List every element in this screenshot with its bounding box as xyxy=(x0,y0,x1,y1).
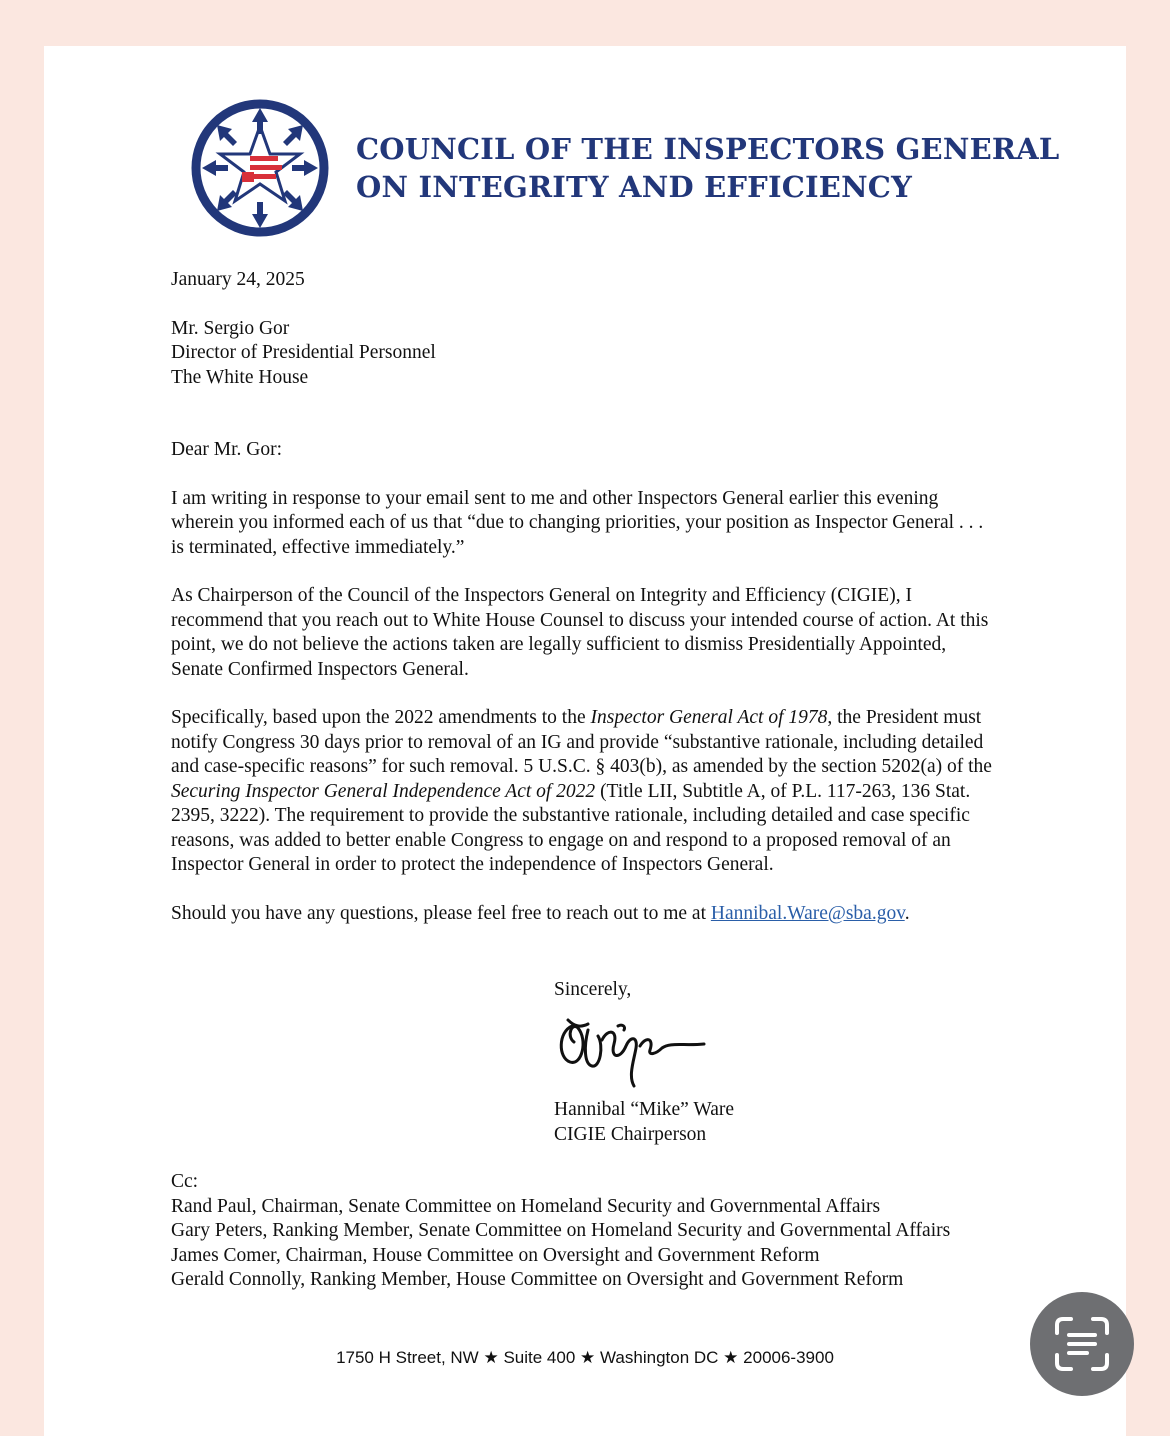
paragraph-1: I am writing in response to your email sent to me and other Inspectors General earlier this evening wherein you informed each of us that “due to changing priorities, your position as Inspector General . . . is terminated, effective immediately.” xyxy=(171,487,984,558)
letter-date: January 24, 2025 xyxy=(171,269,305,290)
signature-image xyxy=(554,1006,714,1096)
cigie-star-seal-icon xyxy=(190,96,330,240)
email-link[interactable]: Hannibal.Ware@sba.gov xyxy=(710,902,905,924)
footer-address xyxy=(44,1348,1126,1368)
recipient-title: Director of Presidential Personnel xyxy=(171,342,436,363)
footer-zip: 20006-3900 xyxy=(743,1348,834,1367)
recipient-name: Mr. Sergio Gor xyxy=(171,317,290,339)
act-title-1978: Inspector General Act of 1978 xyxy=(590,707,828,728)
cc-block xyxy=(171,1170,1001,1293)
org-name-line2: ON INTEGRITY AND EFFICIENCY xyxy=(356,170,912,204)
footer-city: Washington DC xyxy=(600,1348,719,1367)
star-icon: ★ xyxy=(483,1348,499,1367)
paragraph-3 xyxy=(171,706,1001,878)
letter-body xyxy=(171,268,1001,926)
footer-street: 1750 H Street, NW xyxy=(336,1348,479,1367)
para4-suffix: . xyxy=(904,902,910,924)
paragraph-2: As Chairperson of the Council of the Inspectors General on Integrity and Efficiency (CIGIE), I recommend that you reach out to White House Counsel to discuss your intended course of action. At this point, we do not believe the actions taken are legally sufficient to dismiss Presidentially Appointed, Senate Confirmed Inspectors General. xyxy=(171,585,989,680)
text-scan-button[interactable] xyxy=(1030,1292,1134,1396)
text-scan-icon xyxy=(1051,1313,1113,1375)
para3-text-e: (Title LII, Subtitle A, of P.L. 117-263, 136 Stat. 2395, 3222). The requirement to provide the substantive rationale, including detailed and case specific reasons, was added to better enable Congress to engage on and respond to a proposed removal of an Inspector General in order to protect the independence of Inspectors General. xyxy=(171,780,971,875)
recipient-org: The White House xyxy=(171,366,309,388)
salutation: Dear Mr. Gor: xyxy=(171,439,283,460)
star-icon: ★ xyxy=(580,1348,596,1367)
signer-block xyxy=(554,1098,734,1147)
cc-item: Gary Peters, Ranking Member, Senate Committee on Homeland Security and Governmental Affairs xyxy=(171,1220,951,1241)
cc-item: Gerald Connolly, Ranking Member, House Committee on Oversight and Government Reform xyxy=(171,1269,904,1290)
closing: Sincerely, xyxy=(554,979,632,1000)
recipient-block xyxy=(171,317,1001,391)
paragraph-4 xyxy=(171,902,1001,927)
star-icon: ★ xyxy=(723,1348,739,1367)
letter-page xyxy=(44,46,1126,1436)
signer-name: Hannibal “Mike” Ware xyxy=(554,1099,734,1120)
footer-suite: Suite 400 xyxy=(503,1348,576,1367)
organization-name xyxy=(356,130,1059,206)
para3-text-a: Specifically, based upon the 2022 amendments to the xyxy=(171,707,591,728)
act-title-2022: Securing Inspector General Independence Act of 2022 xyxy=(171,780,596,802)
para4-prefix: Should you have any questions, please feel free to reach out to me at xyxy=(171,902,711,924)
cc-item: Rand Paul, Chairman, Senate Committee on Homeland Security and Governmental Affairs xyxy=(171,1195,881,1217)
cc-label: Cc: xyxy=(171,1171,199,1192)
org-name-line1: COUNCIL OF THE INSPECTORS GENERAL xyxy=(356,132,1060,166)
para3-text-c: , the President must notify Congress 30 days prior to removal of an IG and provide “substantive rationale, including detailed and case-specific reasons” for such removal. 5 U.S.C. § 403(b), as amended by the section 5202(a) of the xyxy=(171,707,992,777)
cc-item: James Comer, Chairman, House Committee on Oversight and Government Reform xyxy=(171,1244,820,1266)
signer-title: CIGIE Chairperson xyxy=(554,1123,707,1145)
